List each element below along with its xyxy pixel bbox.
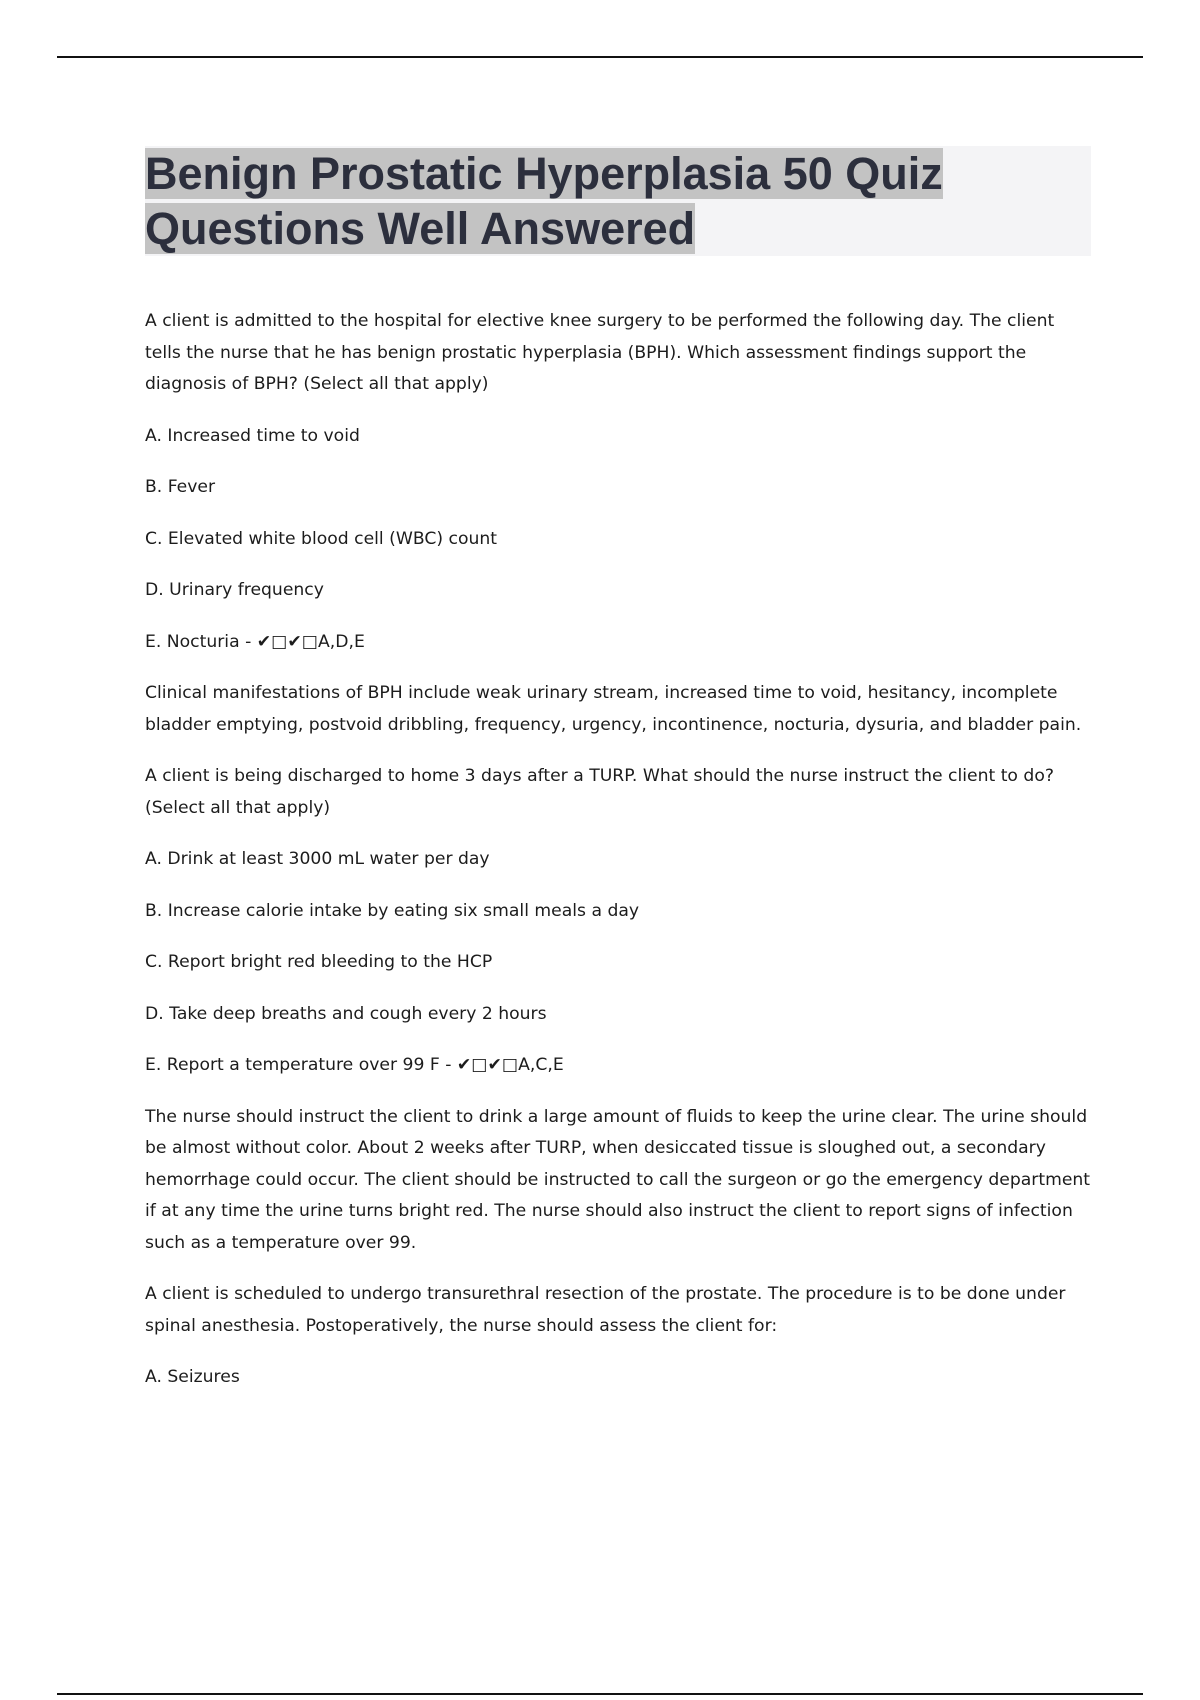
- answer-option: D. Take deep breaths and cough every 2 hours: [145, 1003, 547, 1024]
- document-body: [145, 306, 1091, 1414]
- title-line-2: Questions Well Answered: [145, 203, 696, 254]
- question-stem: A client is being discharged to home 3 days after a TURP. What should the nurse instruct the client to do? (Select all that apply): [145, 766, 1054, 818]
- answer-option-with-key: E. Report a temperature over 99 F - ✔□✔□A,C,E: [145, 1055, 564, 1075]
- answer-option: B. Increase calorie intake by eating six small meals a day: [145, 900, 640, 921]
- answer-option: A. Drink at least 3000 mL water per day: [145, 849, 490, 869]
- question-stem: A client is scheduled to undergo transurethral resection of the prostate. The procedure is to be done under spinal anesthesia. Postoperatively, the nurse should assess the client for:: [145, 1284, 1066, 1336]
- answer-option: D. Urinary frequency: [145, 580, 324, 600]
- title-line-1: Benign Prostatic Hyperplasia 50 Quiz: [145, 148, 943, 199]
- answer-option: C. Elevated white blood cell (WBC) count: [145, 528, 498, 549]
- answer-option: B. Fever: [145, 477, 216, 497]
- title-block: [145, 146, 1091, 256]
- answer-option: A. Increased time to void: [145, 425, 360, 446]
- bottom-rule: [57, 1693, 1143, 1695]
- question-stem: A client is admitted to the hospital for elective knee surgery to be performed the following day. The client tells the nurse that he has benign prostatic hyperplasia (BPH). Which assessment findings support the diagnosis of BPH? (Select all that apply): [145, 311, 1055, 394]
- top-rule: [57, 56, 1143, 58]
- rationale: The nurse should instruct the client to drink a large amount of fluids to keep the urine clear. The urine should be almost without color. About 2 weeks after TURP, when desiccated tissue is sloughed out, a secondary hemorrhage could occur. The client should be instructed to call the surgeon or go the emergency department if at any time the urine turns bright red. The nurse should also instruct the client to report signs of infection such as a temperature over 99.: [145, 1106, 1091, 1253]
- answer-option-with-key: E. Nocturia - ✔□✔□A,D,E: [145, 631, 365, 652]
- answer-option: C. Report bright red bleeding to the HCP: [145, 952, 493, 972]
- answer-option: A. Seizures: [145, 1367, 240, 1387]
- document-title: [145, 146, 1091, 256]
- rationale: Clinical manifestations of BPH include weak urinary stream, increased time to void, hesitancy, incomplete bladder emptying, postvoid dribbling, frequency, urgency, incontinence, nocturia, dysuria, and bladder pain.: [145, 683, 1082, 735]
